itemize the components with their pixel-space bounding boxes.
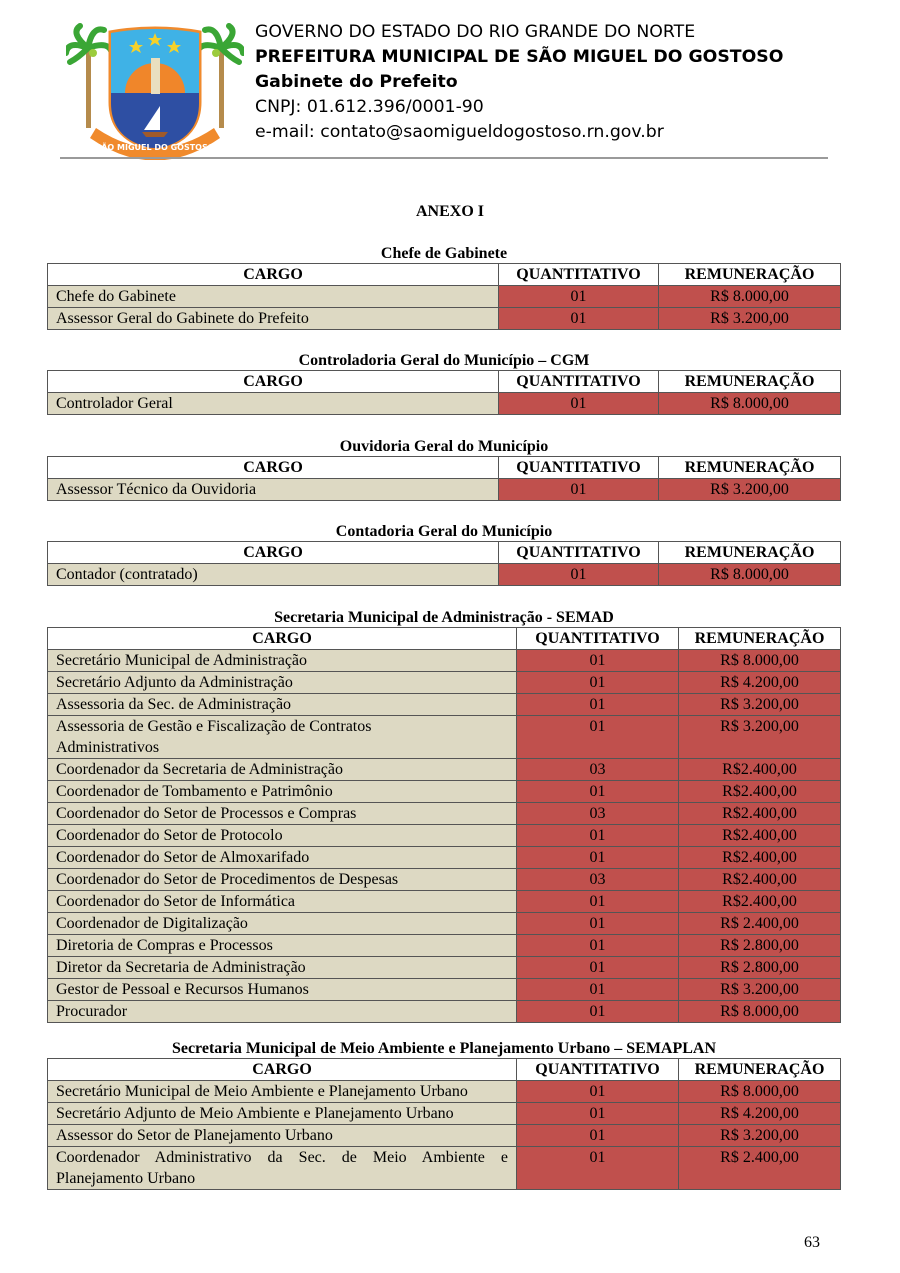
qty-cell: 01	[517, 672, 679, 694]
letterhead-text	[255, 20, 783, 145]
section-contadoria	[47, 523, 841, 586]
positions-table	[47, 263, 841, 330]
section-title: Secretaria Municipal de Administração - SEMAD	[274, 609, 614, 626]
email: e-mail: contato@saomigueldogostoso.rn.gov.br	[255, 122, 664, 142]
qty-cell: 01	[517, 1001, 679, 1023]
table-row	[48, 759, 841, 781]
col-rem: REMUNERAÇÃO	[659, 457, 841, 479]
cargo-cell: Assessor do Setor de Planejamento Urbano	[48, 1125, 517, 1147]
table-row	[48, 781, 841, 803]
rem-cell: R$ 8.000,00	[679, 1081, 841, 1103]
positions-table	[47, 627, 841, 1023]
rem-cell: R$ 3.200,00	[679, 1125, 841, 1147]
rem-cell: R$ 3.200,00	[679, 694, 841, 716]
qty-cell: 01	[517, 1103, 679, 1125]
rem-cell: R$ 8.000,00	[659, 286, 841, 308]
col-qty: QUANTITATIVO	[517, 628, 679, 650]
rem-cell: R$2.400,00	[679, 869, 841, 891]
qty-cell: 01	[499, 564, 659, 586]
qty-cell: 01	[517, 1147, 679, 1190]
cargo-cell: Gestor de Pessoal e Recursos Humanos	[48, 979, 517, 1001]
col-rem: REMUNERAÇÃO	[659, 542, 841, 564]
table-row	[48, 979, 841, 1001]
cargo-cell: Assessor Técnico da Ouvidoria	[48, 479, 499, 501]
table-header-row	[48, 264, 841, 286]
col-qty: QUANTITATIVO	[499, 542, 659, 564]
table-row	[48, 1001, 841, 1023]
office-name: Gabinete do Prefeito	[255, 72, 458, 92]
table-header-row	[48, 628, 841, 650]
cargo-cell: Diretor da Secretaria de Administração	[48, 957, 517, 979]
table-row	[48, 479, 841, 501]
rem-cell: R$ 2.400,00	[679, 1147, 841, 1190]
cargo-cell: Coordenador do Setor de Almoxarifado	[48, 847, 517, 869]
cargo-cell: Secretário Municipal de Meio Ambiente e Planejamento Urbano	[48, 1081, 517, 1103]
qty-cell: 01	[517, 1081, 679, 1103]
cargo-cell: Coordenador da Secretaria de Administração	[48, 759, 517, 781]
table-row	[48, 716, 841, 759]
rem-cell: R$ 2.800,00	[679, 957, 841, 979]
table-row	[48, 393, 841, 415]
qty-cell: 01	[517, 825, 679, 847]
rem-cell: R$ 3.200,00	[659, 479, 841, 501]
table-row	[48, 286, 841, 308]
col-qty: QUANTITATIVO	[499, 457, 659, 479]
page-number: 63	[804, 1234, 820, 1251]
qty-cell: 01	[517, 781, 679, 803]
rem-cell: R$ 8.000,00	[679, 650, 841, 672]
positions-table	[47, 370, 841, 415]
col-cargo: CARGO	[48, 1059, 517, 1081]
qty-cell: 01	[499, 308, 659, 330]
header-divider	[60, 157, 828, 159]
col-rem: REMUNERAÇÃO	[679, 1059, 841, 1081]
col-qty: QUANTITATIVO	[517, 1059, 679, 1081]
qty-cell: 03	[517, 803, 679, 825]
qty-cell: 01	[517, 913, 679, 935]
rem-cell: R$ 2.400,00	[679, 913, 841, 935]
qty-cell: 03	[517, 869, 679, 891]
palm-tree-right-icon	[197, 26, 243, 128]
section-semaplan	[47, 1040, 841, 1190]
rem-cell: R$2.400,00	[679, 825, 841, 847]
table-header-row	[48, 371, 841, 393]
table-header-row	[48, 457, 841, 479]
table-row	[48, 891, 841, 913]
cargo-cell: Coordenador do Setor de Informática	[48, 891, 517, 913]
municipal-coat-of-arms-logo	[66, 18, 244, 160]
rem-cell: R$ 3.200,00	[679, 979, 841, 1001]
table-row	[48, 803, 841, 825]
table-row	[48, 672, 841, 694]
table-row	[48, 694, 841, 716]
qty-cell: 01	[499, 286, 659, 308]
cargo-cell: Coordenador Administrativo da Sec. de Meio Ambiente e Planejamento Urbano	[48, 1147, 517, 1190]
section-cgm	[47, 352, 841, 415]
state-government-line: GOVERNO DO ESTADO DO RIO GRANDE DO NORTE	[255, 22, 696, 42]
cargo-cell: Coordenador de Digitalização	[48, 913, 517, 935]
cargo-cell: Assessoria de Gestão e Fiscalização de Contratos Administrativos	[48, 716, 517, 759]
palm-tree-left-icon	[66, 26, 112, 128]
cargo-cell: Contador (contratado)	[48, 564, 499, 586]
col-cargo: CARGO	[48, 264, 499, 286]
cargo-cell: Coordenador do Setor de Protocolo	[48, 825, 517, 847]
positions-table	[47, 456, 841, 501]
letterhead	[0, 0, 900, 165]
col-cargo: CARGO	[48, 542, 499, 564]
qty-cell: 01	[517, 891, 679, 913]
qty-cell: 01	[517, 1125, 679, 1147]
cargo-cell: Coordenador de Tombamento e Patrimônio	[48, 781, 517, 803]
rem-cell: R$2.400,00	[679, 891, 841, 913]
svg-text:SÃO MIGUEL DO GOSTOSO: SÃO MIGUEL DO GOSTOSO	[95, 143, 215, 152]
rem-cell: R$2.400,00	[679, 803, 841, 825]
qty-cell: 01	[517, 650, 679, 672]
section-title: Chefe de Gabinete	[380, 245, 508, 262]
qty-cell: 01	[517, 979, 679, 1001]
col-cargo: CARGO	[48, 371, 499, 393]
rem-cell: R$ 4.200,00	[679, 672, 841, 694]
cargo-cell: Coordenador do Setor de Procedimentos de Despesas	[48, 869, 517, 891]
cargo-cell: Secretário Adjunto da Administração	[48, 672, 517, 694]
rem-cell: R$ 8.000,00	[679, 1001, 841, 1023]
cargo-cell: Assessoria da Sec. de Administração	[48, 694, 517, 716]
table-row	[48, 869, 841, 891]
col-cargo: CARGO	[48, 628, 517, 650]
table-row	[48, 1103, 841, 1125]
table-row	[48, 564, 841, 586]
annex-title: ANEXO I	[415, 203, 484, 220]
col-cargo: CARGO	[48, 457, 499, 479]
qty-cell: 01	[517, 847, 679, 869]
cargo-cell: Diretoria de Compras e Processos	[48, 935, 517, 957]
table-row	[48, 957, 841, 979]
rem-cell: R$2.400,00	[679, 759, 841, 781]
rem-cell: R$ 8.000,00	[659, 393, 841, 415]
col-rem: REMUNERAÇÃO	[659, 264, 841, 286]
qty-cell: 01	[517, 694, 679, 716]
table-row	[48, 825, 841, 847]
qty-cell: 01	[517, 716, 679, 759]
rem-cell: R$ 3.200,00	[659, 308, 841, 330]
table-header-row	[48, 1059, 841, 1081]
section-title: Ouvidoria Geral do Município	[339, 438, 549, 455]
table-header-row	[48, 542, 841, 564]
section-chefe-de-gabinete	[47, 245, 841, 330]
cargo-cell: Secretário Adjunto de Meio Ambiente e Planejamento Urbano	[48, 1103, 517, 1125]
col-rem: REMUNERAÇÃO	[679, 628, 841, 650]
section-title: Contadoria Geral do Município	[335, 523, 553, 540]
qty-cell: 03	[517, 759, 679, 781]
qty-cell: 01	[499, 393, 659, 415]
table-row	[48, 650, 841, 672]
cargo-cell: Coordenador do Setor de Processos e Compras	[48, 803, 517, 825]
municipality-name: PREFEITURA MUNICIPAL DE SÃO MIGUEL DO GOSTOSO	[255, 47, 784, 67]
table-row	[48, 1147, 841, 1190]
qty-cell: 01	[517, 957, 679, 979]
col-rem: REMUNERAÇÃO	[659, 371, 841, 393]
table-row	[48, 913, 841, 935]
col-qty: QUANTITATIVO	[499, 371, 659, 393]
cargo-cell: Procurador	[48, 1001, 517, 1023]
cargo-cell: Assessor Geral do Gabinete do Prefeito	[48, 308, 499, 330]
rem-cell: R$ 2.800,00	[679, 935, 841, 957]
qty-cell: 01	[517, 935, 679, 957]
section-ouvidoria	[47, 438, 841, 501]
table-row	[48, 1125, 841, 1147]
table-row	[48, 847, 841, 869]
qty-cell: 01	[499, 479, 659, 501]
section-title: Secretaria Municipal de Meio Ambiente e Planejamento Urbano – SEMAPLAN	[171, 1040, 717, 1057]
cnpj: CNPJ: 01.612.396/0001-90	[255, 97, 484, 117]
positions-table	[47, 541, 841, 586]
table-row	[48, 1081, 841, 1103]
col-qty: QUANTITATIVO	[499, 264, 659, 286]
table-row	[48, 308, 841, 330]
rem-cell: R$ 8.000,00	[659, 564, 841, 586]
rem-cell: R$ 3.200,00	[679, 716, 841, 759]
rem-cell: R$ 4.200,00	[679, 1103, 841, 1125]
section-title: Controladoria Geral do Município – CGM	[298, 352, 590, 369]
rem-cell: R$2.400,00	[679, 781, 841, 803]
rem-cell: R$2.400,00	[679, 847, 841, 869]
table-row	[48, 935, 841, 957]
positions-table	[47, 1058, 841, 1190]
cargo-cell: Secretário Municipal de Administração	[48, 650, 517, 672]
cargo-cell: Chefe do Gabinete	[48, 286, 499, 308]
section-semad	[47, 609, 841, 1023]
cargo-cell: Controlador Geral	[48, 393, 499, 415]
